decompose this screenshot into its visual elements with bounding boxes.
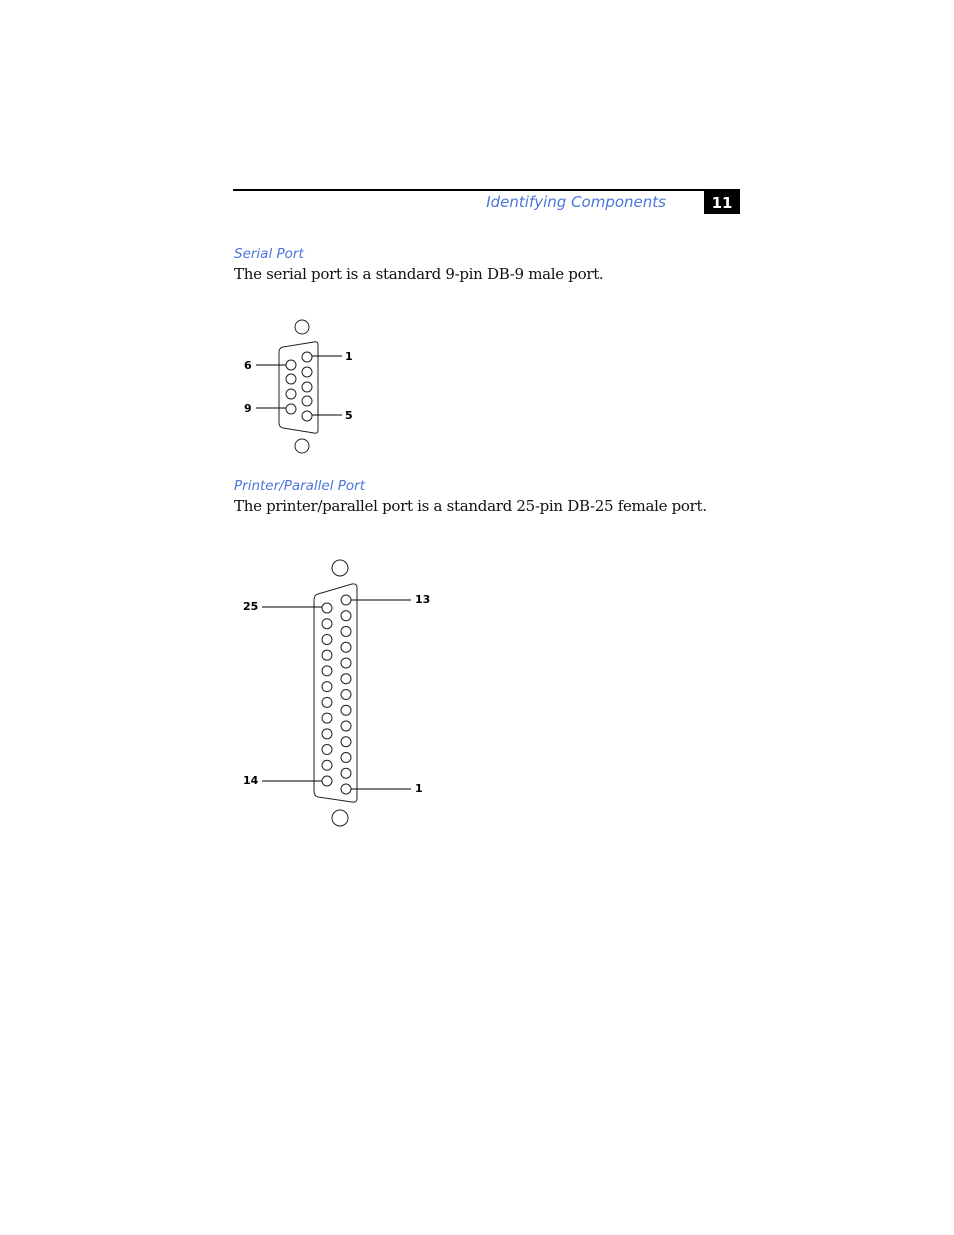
db25-pin: [341, 595, 351, 605]
db9-pin: [286, 360, 296, 370]
db25-pin: [322, 666, 332, 676]
db25-pin: [322, 760, 332, 770]
db25-label-pin14: 14: [243, 774, 259, 787]
db9-pin: [286, 404, 296, 414]
db25-label-pin1: 1: [415, 782, 423, 795]
db9-pin: [302, 352, 312, 362]
db25-pin: [341, 737, 351, 747]
db25-pin: [322, 729, 332, 739]
db9-label-pin6: 6: [244, 359, 252, 372]
db25-pin: [322, 682, 332, 692]
db9-mount-hole-bottom: [295, 439, 309, 453]
db25-connector-diagram: [243, 560, 430, 826]
page-number: 11: [704, 191, 740, 214]
db25-pin: [341, 721, 351, 731]
db25-pin: [341, 690, 351, 700]
running-header-title: Identifying Components: [486, 193, 666, 211]
db25-pin: [341, 753, 351, 763]
db9-pin: [302, 411, 312, 421]
db25-pin: [341, 674, 351, 684]
db9-pin: [286, 389, 296, 399]
db25-pin: [322, 603, 332, 613]
db25-pin: [322, 650, 332, 660]
parallel-port-description: The printer/parallel port is a standard 25-pin DB-25 female port.: [234, 497, 707, 515]
db25-label-pin13: 13: [415, 593, 431, 606]
db25-pin: [341, 768, 351, 778]
db25-pin: [341, 705, 351, 715]
db25-pin: [341, 658, 351, 668]
db9-pin: [302, 396, 312, 406]
db9-label-pin5: 5: [345, 409, 353, 422]
db25-pin: [341, 611, 351, 621]
db25-pin: [322, 745, 332, 755]
db25-pin: [322, 697, 332, 707]
db9-pin: [286, 374, 296, 384]
db9-label-pin1: 1: [345, 350, 353, 363]
serial-port-heading: Serial Port: [234, 246, 304, 262]
db9-pin: [302, 382, 312, 392]
parallel-port-heading: Printer/Parallel Port: [234, 478, 366, 494]
db25-pin: [341, 784, 351, 794]
db9-label-pin9: 9: [244, 402, 252, 415]
db25-pin: [322, 634, 332, 644]
db25-pin: [341, 627, 351, 637]
db9-mount-hole-top: [295, 320, 309, 334]
db25-mount-hole-bottom: [332, 810, 348, 826]
db25-mount-hole-top: [332, 560, 348, 576]
db25-pin: [341, 642, 351, 652]
db25-pin: [322, 619, 332, 629]
db9-pin: [302, 367, 312, 377]
db25-pin: [322, 776, 332, 786]
db25-label-pin25: 25: [243, 600, 259, 613]
serial-port-description: The serial port is a standard 9-pin DB-9 male port.: [234, 265, 604, 283]
db25-pin: [322, 713, 332, 723]
